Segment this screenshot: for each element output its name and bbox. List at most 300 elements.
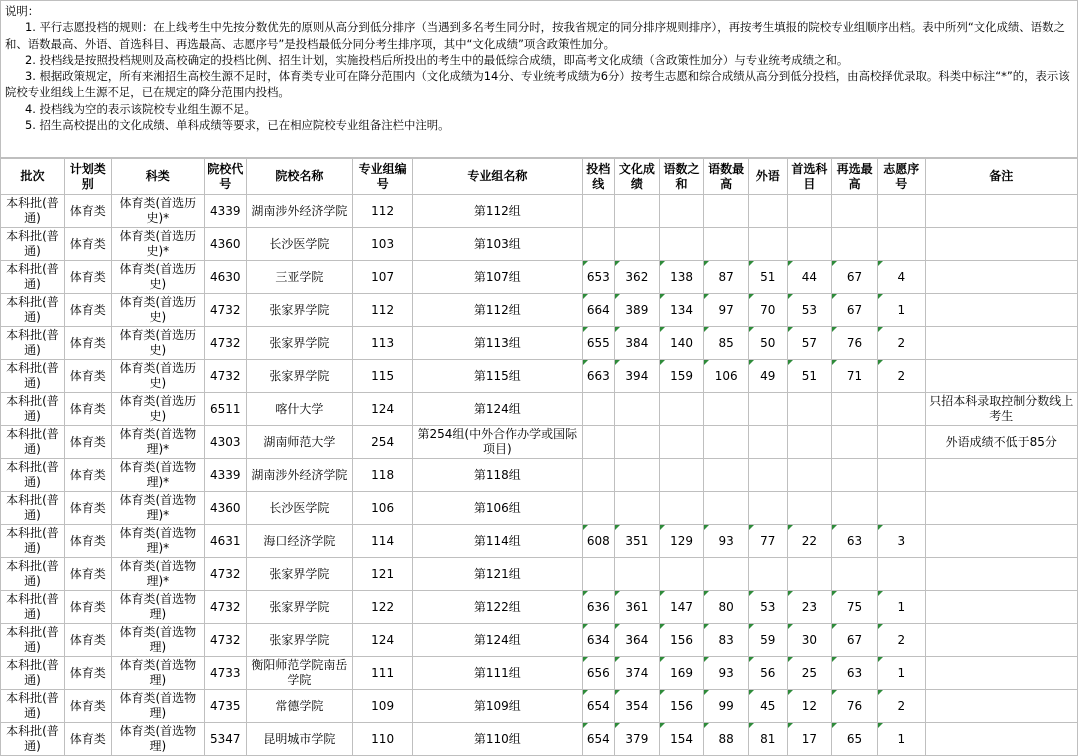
cell-first-subject[interactable] xyxy=(787,558,832,591)
cell-chinese-math-max[interactable] xyxy=(704,492,749,525)
cell-second-max[interactable] xyxy=(832,492,878,525)
cell-first-subject[interactable]: 25 xyxy=(787,657,832,690)
cell-school-code[interactable]: 4339 xyxy=(205,459,247,492)
cell-first-subject[interactable]: 12 xyxy=(787,690,832,723)
cell-cutoff[interactable]: 655 xyxy=(582,327,614,360)
cell-first-subject[interactable] xyxy=(787,459,832,492)
cell-school-name[interactable]: 海口经济学院 xyxy=(246,525,353,558)
cell-group-code[interactable]: 121 xyxy=(353,558,413,591)
cell-school-name[interactable]: 湖南师范大学 xyxy=(246,426,353,459)
cell-second-max[interactable]: 67 xyxy=(832,261,878,294)
cell-chinese-math-max[interactable]: 106 xyxy=(704,360,749,393)
cell-school-name[interactable]: 三亚学院 xyxy=(246,261,353,294)
header-subject-type: 科类 xyxy=(111,159,204,195)
cell-cutoff[interactable]: 608 xyxy=(582,525,614,558)
cell-culture-score[interactable] xyxy=(615,492,660,525)
cell-batch[interactable]: 本科批(普通) xyxy=(1,624,65,657)
cell-school-name[interactable]: 长沙医学院 xyxy=(246,492,353,525)
cell-plan-type[interactable]: 体育类 xyxy=(64,690,111,723)
cell-first-subject[interactable] xyxy=(787,426,832,459)
cell-chinese-math-max[interactable] xyxy=(704,426,749,459)
cell-subject-type[interactable]: 体育类(首选物理)* xyxy=(111,459,204,492)
cell-batch[interactable]: 本科批(普通) xyxy=(1,294,65,327)
cell-subject-type[interactable]: 体育类(首选物理)* xyxy=(111,525,204,558)
header-batch: 批次 xyxy=(1,159,65,195)
cell-school-name[interactable]: 张家界学院 xyxy=(246,624,353,657)
cell-group-name[interactable]: 第124组 xyxy=(413,393,583,426)
cell-school-code[interactable]: 4732 xyxy=(205,327,247,360)
cell-second-max[interactable] xyxy=(832,426,878,459)
cell-school-code[interactable]: 5347 xyxy=(205,723,247,756)
cell-school-name[interactable]: 张家界学院 xyxy=(246,360,353,393)
cell-plan-type[interactable]: 体育类 xyxy=(64,393,111,426)
cell-plan-type[interactable]: 体育类 xyxy=(64,459,111,492)
cell-first-subject[interactable]: 53 xyxy=(787,294,832,327)
cell-choice-order[interactable] xyxy=(877,558,925,591)
cell-foreign-language[interactable]: 45 xyxy=(749,690,788,723)
cell-second-max[interactable] xyxy=(832,459,878,492)
cell-cutoff[interactable] xyxy=(582,492,614,525)
cell-group-code[interactable]: 124 xyxy=(353,393,413,426)
cell-culture-score[interactable]: 361 xyxy=(615,591,660,624)
cell-culture-score[interactable] xyxy=(615,558,660,591)
cell-remarks[interactable] xyxy=(925,558,1077,591)
cell-first-subject[interactable]: 30 xyxy=(787,624,832,657)
cell-second-max[interactable] xyxy=(832,195,878,228)
header-plan-type: 计划类别 xyxy=(64,159,111,195)
cell-plan-type[interactable]: 体育类 xyxy=(64,591,111,624)
cell-cutoff[interactable] xyxy=(582,558,614,591)
cell-first-subject[interactable]: 57 xyxy=(787,327,832,360)
cell-foreign-language[interactable] xyxy=(749,393,788,426)
cell-group-name[interactable]: 第121组 xyxy=(413,558,583,591)
cell-subject-type[interactable]: 体育类(首选物理)* xyxy=(111,492,204,525)
cell-plan-type[interactable]: 体育类 xyxy=(64,294,111,327)
cell-culture-score[interactable]: 379 xyxy=(615,723,660,756)
cell-school-name[interactable]: 湖南涉外经济学院 xyxy=(246,195,353,228)
table-row xyxy=(1,360,1078,393)
cell-second-max[interactable]: 76 xyxy=(832,327,878,360)
cell-group-code[interactable]: 112 xyxy=(353,195,413,228)
cell-chinese-math-sum[interactable] xyxy=(659,393,704,426)
cell-choice-order[interactable]: 2 xyxy=(877,327,925,360)
cell-chinese-math-sum[interactable] xyxy=(659,228,704,261)
cell-remarks[interactable]: 外语成绩不低于85分 xyxy=(925,426,1077,459)
cell-school-name[interactable]: 湖南涉外经济学院 xyxy=(246,459,353,492)
cell-culture-score[interactable]: 354 xyxy=(615,690,660,723)
cell-chinese-math-max[interactable]: 99 xyxy=(704,690,749,723)
cell-plan-type[interactable]: 体育类 xyxy=(64,327,111,360)
cell-subject-type[interactable]: 体育类(首选历史)* xyxy=(111,195,204,228)
cell-foreign-language[interactable] xyxy=(749,195,788,228)
cell-choice-order[interactable]: 4 xyxy=(877,261,925,294)
cell-cutoff[interactable] xyxy=(582,228,614,261)
cell-batch[interactable]: 本科批(普通) xyxy=(1,591,65,624)
cell-culture-score[interactable] xyxy=(615,426,660,459)
cell-school-code[interactable]: 4735 xyxy=(205,690,247,723)
cell-school-name[interactable]: 喀什大学 xyxy=(246,393,353,426)
table-header-row xyxy=(1,159,1078,195)
cell-first-subject[interactable]: 44 xyxy=(787,261,832,294)
cell-plan-type[interactable]: 体育类 xyxy=(64,492,111,525)
cell-subject-type[interactable]: 体育类(首选历史) xyxy=(111,393,204,426)
cell-school-code[interactable]: 4732 xyxy=(205,558,247,591)
cell-group-code[interactable]: 107 xyxy=(353,261,413,294)
cell-group-name[interactable]: 第114组 xyxy=(413,525,583,558)
cell-remarks[interactable] xyxy=(925,657,1077,690)
cell-group-code[interactable]: 106 xyxy=(353,492,413,525)
cell-choice-order[interactable] xyxy=(877,426,925,459)
cell-foreign-language[interactable]: 59 xyxy=(749,624,788,657)
cell-group-name[interactable]: 第112组 xyxy=(413,294,583,327)
cell-school-name[interactable]: 长沙医学院 xyxy=(246,228,353,261)
cell-choice-order[interactable]: 2 xyxy=(877,624,925,657)
cell-cutoff[interactable]: 653 xyxy=(582,261,614,294)
cell-remarks[interactable] xyxy=(925,723,1077,756)
cell-second-max[interactable]: 65 xyxy=(832,723,878,756)
cell-choice-order[interactable]: 1 xyxy=(877,591,925,624)
table-body xyxy=(1,195,1078,756)
cell-batch[interactable]: 本科批(普通) xyxy=(1,723,65,756)
cell-plan-type[interactable]: 体育类 xyxy=(64,525,111,558)
cell-group-code[interactable]: 122 xyxy=(353,591,413,624)
cell-subject-type[interactable]: 体育类(首选物理) xyxy=(111,723,204,756)
header-group-code: 专业组编号 xyxy=(353,159,413,195)
cell-school-name[interactable]: 衡阳师范学院南岳学院 xyxy=(246,657,353,690)
cell-culture-score[interactable] xyxy=(615,393,660,426)
cell-culture-score[interactable]: 362 xyxy=(615,261,660,294)
cell-cutoff[interactable] xyxy=(582,459,614,492)
cell-foreign-language[interactable]: 56 xyxy=(749,657,788,690)
cell-culture-score[interactable]: 374 xyxy=(615,657,660,690)
cell-cutoff[interactable]: 654 xyxy=(582,690,614,723)
cell-chinese-math-max[interactable]: 93 xyxy=(704,525,749,558)
cell-chinese-math-max[interactable]: 93 xyxy=(704,657,749,690)
cell-second-max[interactable]: 63 xyxy=(832,525,878,558)
cell-cutoff[interactable]: 663 xyxy=(582,360,614,393)
cell-chinese-math-sum[interactable]: 169 xyxy=(659,657,704,690)
table-row xyxy=(1,492,1078,525)
table-row xyxy=(1,393,1078,426)
cell-foreign-language[interactable] xyxy=(749,426,788,459)
cell-remarks[interactable] xyxy=(925,459,1077,492)
cell-second-max[interactable]: 63 xyxy=(832,657,878,690)
cell-foreign-language[interactable]: 77 xyxy=(749,525,788,558)
cell-chinese-math-sum[interactable]: 140 xyxy=(659,327,704,360)
cell-group-code[interactable]: 111 xyxy=(353,657,413,690)
cell-group-code[interactable]: 109 xyxy=(353,690,413,723)
cell-cutoff[interactable]: 636 xyxy=(582,591,614,624)
cell-subject-type[interactable]: 体育类(首选物理) xyxy=(111,690,204,723)
cell-school-name[interactable]: 张家界学院 xyxy=(246,294,353,327)
table-row xyxy=(1,558,1078,591)
cell-group-name[interactable]: 第111组 xyxy=(413,657,583,690)
cell-batch[interactable]: 本科批(普通) xyxy=(1,195,65,228)
cell-chinese-math-sum[interactable] xyxy=(659,426,704,459)
cell-plan-type[interactable]: 体育类 xyxy=(64,360,111,393)
header-group-name: 专业组名称 xyxy=(413,159,583,195)
cell-batch[interactable]: 本科批(普通) xyxy=(1,525,65,558)
cell-choice-order[interactable]: 1 xyxy=(877,294,925,327)
cell-subject-type[interactable]: 体育类(首选物理) xyxy=(111,624,204,657)
note-line-3: 3. 根据政策规定，所有来湘招生高校生源不足时，体育类专业可在降分范围内（文化成绩为14分、专业统考成绩为6分）按考生志愿和综合成绩从高分到低分投档，由高校择优录取。科类中标注“*”的，表示该院校专业组线上生源不足，已在规定的降分范围内投档。 xyxy=(5,69,1070,100)
cell-group-code[interactable]: 103 xyxy=(353,228,413,261)
cell-plan-type[interactable]: 体育类 xyxy=(64,657,111,690)
cell-chinese-math-max[interactable] xyxy=(704,195,749,228)
cell-school-name[interactable]: 张家界学院 xyxy=(246,558,353,591)
note-line-2: 2. 投档线是按照投档规则及高校确定的投档比例、招生计划，实施投档后所投出的考生中的最低综合成绩，即高考文化成绩（含政策性加分）与专业统考成绩之和。 xyxy=(25,52,849,67)
cell-school-code[interactable]: 4733 xyxy=(205,657,247,690)
cell-subject-type[interactable]: 体育类(首选历史) xyxy=(111,327,204,360)
cell-school-code[interactable]: 4732 xyxy=(205,591,247,624)
cell-first-subject[interactable]: 23 xyxy=(787,591,832,624)
cell-batch[interactable]: 本科批(普通) xyxy=(1,261,65,294)
cell-culture-score[interactable] xyxy=(615,228,660,261)
cell-first-subject[interactable] xyxy=(787,393,832,426)
notes-block xyxy=(0,0,1078,158)
cell-chinese-math-max[interactable] xyxy=(704,558,749,591)
cell-group-code[interactable]: 115 xyxy=(353,360,413,393)
cell-choice-order[interactable]: 1 xyxy=(877,657,925,690)
cell-plan-type[interactable]: 体育类 xyxy=(64,426,111,459)
cell-school-code[interactable]: 4339 xyxy=(205,195,247,228)
cell-batch[interactable]: 本科批(普通) xyxy=(1,657,65,690)
cell-remarks[interactable] xyxy=(925,228,1077,261)
cell-school-code[interactable]: 4732 xyxy=(205,294,247,327)
cell-foreign-language[interactable]: 81 xyxy=(749,723,788,756)
cell-batch[interactable]: 本科批(普通) xyxy=(1,690,65,723)
cell-choice-order[interactable] xyxy=(877,492,925,525)
cell-first-subject[interactable]: 17 xyxy=(787,723,832,756)
cell-foreign-language[interactable] xyxy=(749,558,788,591)
cell-chinese-math-sum[interactable] xyxy=(659,459,704,492)
cell-chinese-math-max[interactable]: 80 xyxy=(704,591,749,624)
cell-batch[interactable]: 本科批(普通) xyxy=(1,492,65,525)
cell-school-code[interactable]: 4732 xyxy=(205,624,247,657)
cell-remarks[interactable] xyxy=(925,360,1077,393)
cell-school-code[interactable]: 4360 xyxy=(205,228,247,261)
cell-first-subject[interactable] xyxy=(787,195,832,228)
cell-choice-order[interactable] xyxy=(877,393,925,426)
cell-plan-type[interactable]: 体育类 xyxy=(64,723,111,756)
cell-first-subject[interactable] xyxy=(787,228,832,261)
cell-culture-score[interactable]: 389 xyxy=(615,294,660,327)
cell-plan-type[interactable]: 体育类 xyxy=(64,228,111,261)
cell-culture-score[interactable]: 364 xyxy=(615,624,660,657)
cell-batch[interactable]: 本科批(普通) xyxy=(1,426,65,459)
cell-foreign-language[interactable]: 49 xyxy=(749,360,788,393)
cell-subject-type[interactable]: 体育类(首选物理) xyxy=(111,591,204,624)
cell-subject-type[interactable]: 体育类(首选历史) xyxy=(111,294,204,327)
cell-choice-order[interactable]: 2 xyxy=(877,690,925,723)
cell-culture-score[interactable]: 384 xyxy=(615,327,660,360)
cell-group-code[interactable]: 110 xyxy=(353,723,413,756)
cell-remarks[interactable] xyxy=(925,261,1077,294)
cell-second-max[interactable] xyxy=(832,228,878,261)
cell-chinese-math-sum[interactable]: 159 xyxy=(659,360,704,393)
cell-second-max[interactable]: 75 xyxy=(832,591,878,624)
cell-batch[interactable]: 本科批(普通) xyxy=(1,327,65,360)
cell-school-code[interactable]: 4631 xyxy=(205,525,247,558)
cell-chinese-math-sum[interactable]: 156 xyxy=(659,624,704,657)
cell-chinese-math-sum[interactable]: 134 xyxy=(659,294,704,327)
cell-group-name[interactable]: 第124组 xyxy=(413,624,583,657)
cell-second-max[interactable]: 67 xyxy=(832,294,878,327)
cell-remarks[interactable] xyxy=(925,591,1077,624)
header-first-subject: 首选科目 xyxy=(787,159,832,195)
cell-cutoff[interactable]: 634 xyxy=(582,624,614,657)
cell-plan-type[interactable]: 体育类 xyxy=(64,195,111,228)
cell-subject-type[interactable]: 体育类(首选历史) xyxy=(111,360,204,393)
cell-second-max[interactable] xyxy=(832,558,878,591)
cell-chinese-math-max[interactable]: 88 xyxy=(704,723,749,756)
cell-group-name[interactable]: 第103组 xyxy=(413,228,583,261)
cell-second-max[interactable]: 67 xyxy=(832,624,878,657)
table-row xyxy=(1,261,1078,294)
cell-plan-type[interactable]: 体育类 xyxy=(64,558,111,591)
cell-cutoff[interactable] xyxy=(582,195,614,228)
table-row xyxy=(1,426,1078,459)
cell-school-code[interactable]: 6511 xyxy=(205,393,247,426)
cell-batch[interactable]: 本科批(普通) xyxy=(1,360,65,393)
cell-chinese-math-max[interactable] xyxy=(704,459,749,492)
cell-group-code[interactable]: 254 xyxy=(353,426,413,459)
cell-plan-type[interactable]: 体育类 xyxy=(64,624,111,657)
cell-subject-type[interactable]: 体育类(首选物理)* xyxy=(111,426,204,459)
cell-school-code[interactable]: 4360 xyxy=(205,492,247,525)
cell-chinese-math-sum[interactable]: 147 xyxy=(659,591,704,624)
cell-remarks[interactable] xyxy=(925,690,1077,723)
cell-chinese-math-max[interactable] xyxy=(704,228,749,261)
cell-group-code[interactable]: 113 xyxy=(353,327,413,360)
cell-group-name[interactable]: 第115组 xyxy=(413,360,583,393)
cell-batch[interactable]: 本科批(普通) xyxy=(1,558,65,591)
table-row xyxy=(1,723,1078,756)
cell-batch[interactable]: 本科批(普通) xyxy=(1,228,65,261)
cell-first-subject[interactable] xyxy=(787,492,832,525)
cell-choice-order[interactable] xyxy=(877,228,925,261)
cell-group-code[interactable]: 114 xyxy=(353,525,413,558)
cell-chinese-math-max[interactable]: 85 xyxy=(704,327,749,360)
cell-culture-score[interactable]: 394 xyxy=(615,360,660,393)
cell-foreign-language[interactable]: 51 xyxy=(749,261,788,294)
cell-chinese-math-sum[interactable] xyxy=(659,492,704,525)
cell-second-max[interactable]: 71 xyxy=(832,360,878,393)
header-cutoff: 投档线 xyxy=(582,159,614,195)
cell-group-name[interactable]: 第112组 xyxy=(413,195,583,228)
cell-group-name[interactable]: 第113组 xyxy=(413,327,583,360)
cell-chinese-math-sum[interactable]: 138 xyxy=(659,261,704,294)
cell-choice-order[interactable]: 1 xyxy=(877,723,925,756)
cell-batch[interactable]: 本科批(普通) xyxy=(1,459,65,492)
cell-foreign-language[interactable]: 50 xyxy=(749,327,788,360)
cell-school-name[interactable]: 昆明城市学院 xyxy=(246,723,353,756)
cell-batch[interactable]: 本科批(普通) xyxy=(1,393,65,426)
cell-remarks[interactable] xyxy=(925,327,1077,360)
cell-culture-score[interactable] xyxy=(615,459,660,492)
cell-remarks[interactable] xyxy=(925,624,1077,657)
cell-choice-order[interactable]: 3 xyxy=(877,525,925,558)
cell-group-name[interactable]: 第118组 xyxy=(413,459,583,492)
cell-chinese-math-max[interactable]: 87 xyxy=(704,261,749,294)
cell-foreign-language[interactable] xyxy=(749,459,788,492)
cell-group-name[interactable]: 第109组 xyxy=(413,690,583,723)
cell-cutoff[interactable]: 656 xyxy=(582,657,614,690)
admission-table xyxy=(0,158,1078,756)
cell-group-name[interactable]: 第110组 xyxy=(413,723,583,756)
cell-remarks[interactable] xyxy=(925,525,1077,558)
cell-second-max[interactable]: 76 xyxy=(832,690,878,723)
cell-subject-type[interactable]: 体育类(首选历史) xyxy=(111,261,204,294)
header-choice-order: 志愿序号 xyxy=(877,159,925,195)
cell-chinese-math-sum[interactable] xyxy=(659,558,704,591)
cell-foreign-language[interactable] xyxy=(749,228,788,261)
notes-title: 说明： xyxy=(5,4,40,18)
cell-foreign-language[interactable]: 53 xyxy=(749,591,788,624)
cell-second-max[interactable] xyxy=(832,393,878,426)
cell-chinese-math-max[interactable]: 97 xyxy=(704,294,749,327)
cell-culture-score[interactable] xyxy=(615,195,660,228)
table-row xyxy=(1,690,1078,723)
cell-first-subject[interactable]: 51 xyxy=(787,360,832,393)
cell-foreign-language[interactable]: 70 xyxy=(749,294,788,327)
cell-group-code[interactable]: 112 xyxy=(353,294,413,327)
cell-chinese-math-max[interactable]: 83 xyxy=(704,624,749,657)
note-line-1: 1. 平行志愿投档的规则：在上线考生中先按分数优先的原则从高分到低分排序（当遇到多名考生同分时，按我省规定的同分排序规则排序），再按考生填报的院校专业组顺序出档。表中所列“文化成绩、语数之和、语数最高、外语、首选科目、再选最高、志愿序号”是投档最低分同分考生排序项，其中“文化成绩”项含政策性加分。 xyxy=(5,20,1065,51)
cell-first-subject[interactable]: 22 xyxy=(787,525,832,558)
cell-group-code[interactable]: 124 xyxy=(353,624,413,657)
cell-cutoff[interactable]: 654 xyxy=(582,723,614,756)
cell-chinese-math-sum[interactable] xyxy=(659,195,704,228)
cell-school-name[interactable]: 张家界学院 xyxy=(246,327,353,360)
cell-chinese-math-max[interactable] xyxy=(704,393,749,426)
cell-cutoff[interactable]: 664 xyxy=(582,294,614,327)
header-school-name: 院校名称 xyxy=(246,159,353,195)
table-row xyxy=(1,195,1078,228)
cell-choice-order[interactable]: 2 xyxy=(877,360,925,393)
cell-chinese-math-sum[interactable]: 154 xyxy=(659,723,704,756)
cell-school-code[interactable]: 4732 xyxy=(205,360,247,393)
table-row xyxy=(1,657,1078,690)
cell-remarks[interactable] xyxy=(925,294,1077,327)
cell-group-name[interactable]: 第254组(中外合作办学或国际项目) xyxy=(413,426,583,459)
cell-choice-order[interactable] xyxy=(877,459,925,492)
cell-remarks[interactable]: 只招本科录取控制分数线上考生 xyxy=(925,393,1077,426)
cell-school-name[interactable]: 张家界学院 xyxy=(246,591,353,624)
cell-remarks[interactable] xyxy=(925,492,1077,525)
cell-group-name[interactable]: 第106组 xyxy=(413,492,583,525)
cell-culture-score[interactable]: 351 xyxy=(615,525,660,558)
cell-chinese-math-sum[interactable]: 156 xyxy=(659,690,704,723)
cell-subject-type[interactable]: 体育类(首选物理)* xyxy=(111,558,204,591)
cell-cutoff[interactable] xyxy=(582,393,614,426)
cell-subject-type[interactable]: 体育类(首选历史)* xyxy=(111,228,204,261)
cell-foreign-language[interactable] xyxy=(749,492,788,525)
table-row xyxy=(1,294,1078,327)
cell-plan-type[interactable]: 体育类 xyxy=(64,261,111,294)
cell-cutoff[interactable] xyxy=(582,426,614,459)
cell-group-code[interactable]: 118 xyxy=(353,459,413,492)
cell-remarks[interactable] xyxy=(925,195,1077,228)
cell-chinese-math-sum[interactable]: 129 xyxy=(659,525,704,558)
cell-subject-type[interactable]: 体育类(首选物理) xyxy=(111,657,204,690)
cell-school-name[interactable]: 常德学院 xyxy=(246,690,353,723)
cell-school-code[interactable]: 4630 xyxy=(205,261,247,294)
cell-group-name[interactable]: 第107组 xyxy=(413,261,583,294)
cell-group-name[interactable]: 第122组 xyxy=(413,591,583,624)
cell-school-code[interactable]: 4303 xyxy=(205,426,247,459)
cell-choice-order[interactable] xyxy=(877,195,925,228)
